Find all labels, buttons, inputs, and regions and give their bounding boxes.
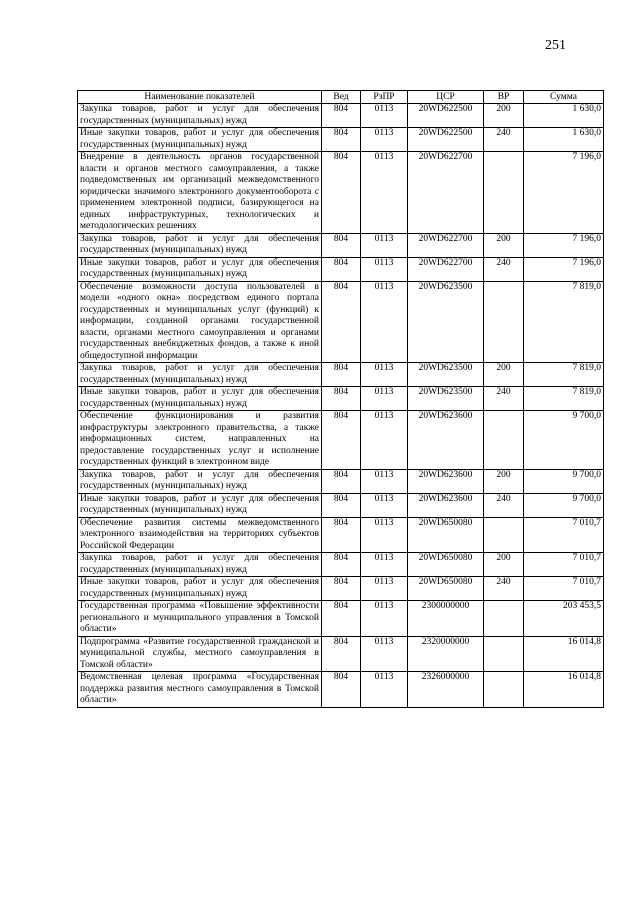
cell-csr: 20WD623500 [408,363,484,387]
cell-name: Иные закупки товаров, работ и услуг для обеспечения государственных (муниципальных) нужд [78,128,322,152]
cell-vr: 240 [484,128,524,152]
cell-csr: 20WD623500 [408,387,484,411]
cell-rzpr: 0113 [361,636,408,672]
cell-vr: 240 [484,577,524,601]
cell-vr [484,517,524,553]
cell-vr [484,281,524,363]
header-sum: Сумма [524,91,604,104]
budget-table [77,90,604,708]
cell-rzpr: 0113 [361,363,408,387]
cell-ved: 804 [322,517,361,553]
cell-rzpr: 0113 [361,128,408,152]
cell-ved: 804 [322,363,361,387]
cell-sum: 7 819,0 [524,387,604,411]
cell-name: Иные закупки товаров, работ и услуг для обеспечения государственных (муниципальных) нужд [78,257,322,281]
cell-csr: 20WD623600 [408,411,484,470]
cell-name: Обеспечение возможности доступа пользователей в модели «одного окна» посредством единого портала государственных и муниципальных услуг (функций) к информации, созданной органами государственной власти, органами местного самоуправления и органами государственных внебюджетных фондов, а также к иной общедоступной информации [78,281,322,363]
cell-sum: 7 819,0 [524,363,604,387]
cell-name: Иные закупки товаров, работ и услуг для обеспечения государственных (муниципальных) нужд [78,387,322,411]
cell-csr: 20WD622700 [408,233,484,257]
cell-ved: 804 [322,152,361,234]
cell-ved: 804 [322,636,361,672]
table-row [78,281,604,363]
cell-rzpr: 0113 [361,387,408,411]
cell-sum: 16 014,8 [524,672,604,708]
cell-ved: 804 [322,411,361,470]
cell-name: Иные закупки товаров, работ и услуг для обеспечения государственных (муниципальных) нужд [78,577,322,601]
cell-ved: 804 [322,281,361,363]
cell-csr: 20WD622500 [408,128,484,152]
cell-ved: 804 [322,553,361,577]
cell-sum: 7 196,0 [524,152,604,234]
cell-name: Закупка товаров, работ и услуг для обеспечения государственных (муниципальных) нужд [78,104,322,128]
cell-name: Государственная программа «Повышение эффективности регионального и муниципального управления в Томской области» [78,601,322,637]
table-row [78,577,604,601]
cell-name: Обеспечение развития системы межведомственного электронного взаимодействия на территориях субъектов Российской Федерации [78,517,322,553]
cell-ved: 804 [322,469,361,493]
cell-vr [484,411,524,470]
cell-sum: 7 010,7 [524,517,604,553]
cell-csr: 20WD622700 [408,257,484,281]
cell-sum: 7 196,0 [524,233,604,257]
table-row [78,469,604,493]
table-row [78,233,604,257]
table-row [78,672,604,708]
cell-rzpr: 0113 [361,672,408,708]
cell-rzpr: 0113 [361,517,408,553]
cell-name: Иные закупки товаров, работ и услуг для обеспечения государственных (муниципальных) нужд [78,493,322,517]
cell-vr: 200 [484,363,524,387]
cell-ved: 804 [322,577,361,601]
header-csr: ЦСР [408,91,484,104]
cell-rzpr: 0113 [361,601,408,637]
cell-rzpr: 0113 [361,469,408,493]
header-vr: ВР [484,91,524,104]
header-rzpr: РзПР [361,91,408,104]
cell-sum: 9 700,0 [524,411,604,470]
table-row [78,152,604,234]
table-row [78,363,604,387]
cell-ved: 804 [322,601,361,637]
cell-ved: 804 [322,672,361,708]
table-row [78,493,604,517]
table-row [78,257,604,281]
table-row [78,601,604,637]
cell-csr: 20WD650080 [408,517,484,553]
cell-sum: 7 010,7 [524,553,604,577]
cell-ved: 804 [322,128,361,152]
cell-sum: 1 630,0 [524,128,604,152]
cell-vr [484,672,524,708]
cell-rzpr: 0113 [361,493,408,517]
cell-vr: 240 [484,493,524,517]
cell-ved: 804 [322,387,361,411]
cell-rzpr: 0113 [361,233,408,257]
table-row [78,387,604,411]
cell-csr: 20WD623600 [408,469,484,493]
cell-name: Закупка товаров, работ и услуг для обеспечения государственных (муниципальных) нужд [78,233,322,257]
cell-vr [484,601,524,637]
table-row [78,128,604,152]
cell-sum: 9 700,0 [524,493,604,517]
cell-rzpr: 0113 [361,152,408,234]
header-name: Наименование показателей [78,91,322,104]
cell-name: Обеспечение функционирования и развития инфраструктуры электронного правительства, а также информационных систем, направленных на предоставление государственных услуг и исполнение государственных функций в электронном виде [78,411,322,470]
cell-sum: 1 630,0 [524,104,604,128]
cell-name: Ведомственная целевая программа «Государственная поддержка развития местного самоуправления в Томской области» [78,672,322,708]
page-number: 251 [545,38,566,53]
cell-csr: 2326000000 [408,672,484,708]
cell-sum: 7 819,0 [524,281,604,363]
table-row [78,104,604,128]
cell-csr: 20WD622700 [408,152,484,234]
cell-name: Закупка товаров, работ и услуг для обеспечения государственных (муниципальных) нужд [78,363,322,387]
cell-rzpr: 0113 [361,281,408,363]
cell-ved: 804 [322,104,361,128]
cell-rzpr: 0113 [361,104,408,128]
cell-name: Закупка товаров, работ и услуг для обеспечения государственных (муниципальных) нужд [78,469,322,493]
table-row [78,636,604,672]
cell-vr: 200 [484,104,524,128]
cell-rzpr: 0113 [361,553,408,577]
cell-csr: 20WD650080 [408,577,484,601]
cell-rzpr: 0113 [361,257,408,281]
cell-name: Подпрограмма «Развитие государственной гражданской и муниципальной службы, местного самоуправления в Томской области» [78,636,322,672]
cell-vr: 200 [484,469,524,493]
cell-sum: 7 196,0 [524,257,604,281]
cell-ved: 804 [322,257,361,281]
header-ved: Вед [322,91,361,104]
table-header-row [78,91,604,104]
cell-csr: 20WD623500 [408,281,484,363]
cell-csr: 20WD622500 [408,104,484,128]
cell-ved: 804 [322,493,361,517]
cell-vr: 240 [484,387,524,411]
cell-csr: 2320000000 [408,636,484,672]
cell-sum: 16 014,8 [524,636,604,672]
cell-vr: 200 [484,553,524,577]
cell-vr [484,152,524,234]
cell-vr: 200 [484,233,524,257]
cell-rzpr: 0113 [361,411,408,470]
cell-rzpr: 0113 [361,577,408,601]
table-row [78,411,604,470]
cell-sum: 203 453,5 [524,601,604,637]
cell-sum: 9 700,0 [524,469,604,493]
cell-csr: 20WD650080 [408,553,484,577]
cell-vr: 240 [484,257,524,281]
cell-csr: 2300000000 [408,601,484,637]
table-row [78,517,604,553]
cell-sum: 7 010,7 [524,577,604,601]
table-row [78,553,604,577]
cell-vr [484,636,524,672]
cell-ved: 804 [322,233,361,257]
cell-name: Внедрение в деятельность органов государственной власти и органов местного самоуправления, а также подведомственных им организаций межведомственного юридически значимого электронного документооборота с применением электронной подписи, базирующегося на единых инфраструктурных, технологических и методологических решениях [78,152,322,234]
cell-name: Закупка товаров, работ и услуг для обеспечения государственных (муниципальных) нужд [78,553,322,577]
cell-csr: 20WD623600 [408,493,484,517]
